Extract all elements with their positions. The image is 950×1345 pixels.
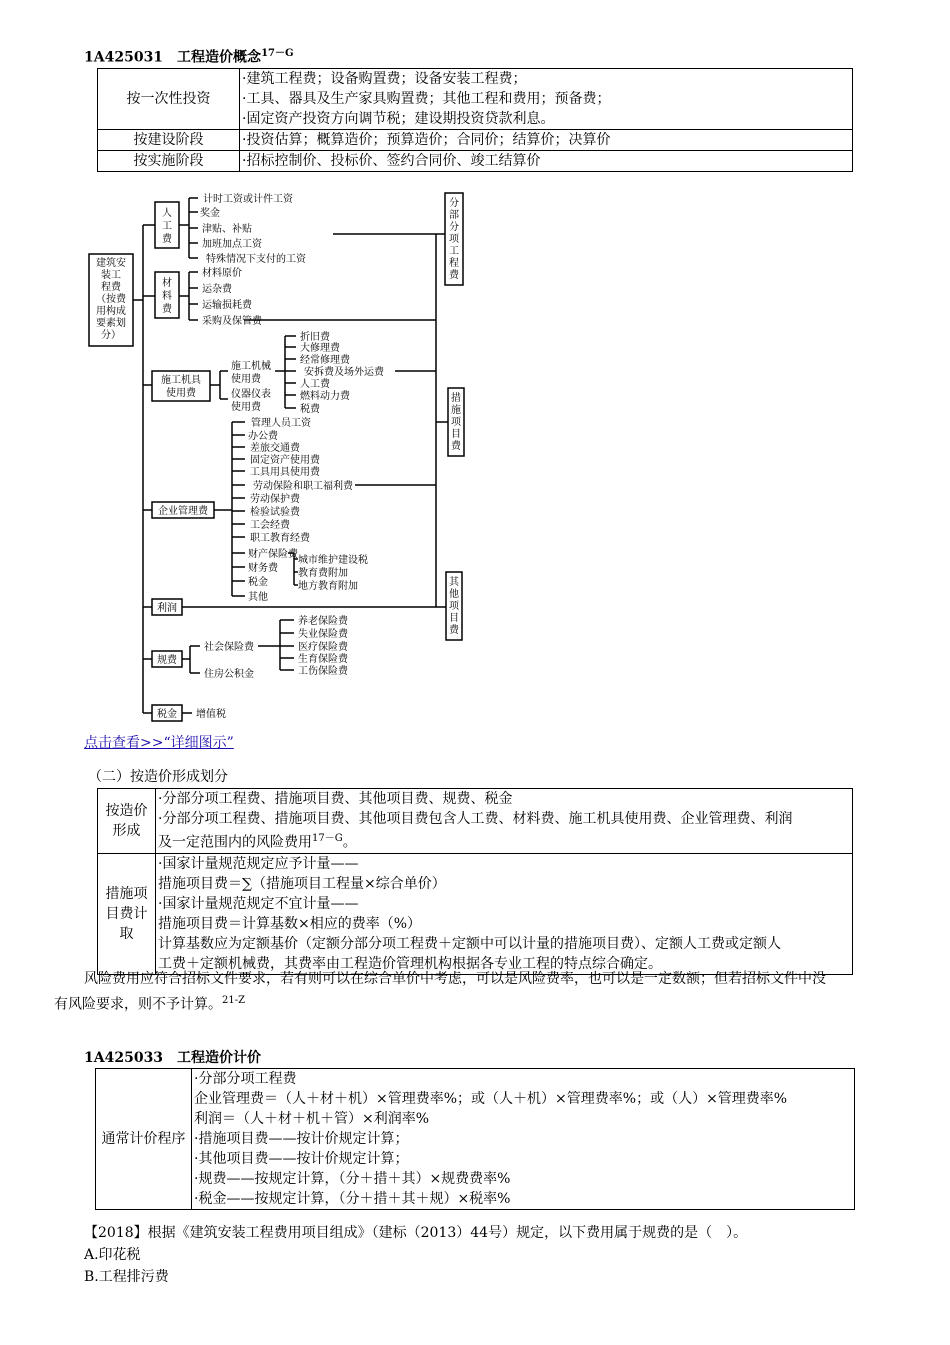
rengong-label: 工 (162, 221, 172, 232)
fenbu-label: 部 (449, 210, 459, 221)
row-label (98, 789, 156, 854)
root-label: 要素划 (96, 318, 126, 329)
detail-diagram-link[interactable]: 点击查看>>“详细图示” (84, 735, 234, 751)
cuoshi-label: 项 (451, 417, 461, 428)
qiye-item: 财务费 (248, 563, 278, 574)
content-line: ·建筑工程费；设备购置费；设备安装工程费； (242, 71, 527, 87)
content-line (158, 829, 850, 853)
rengong-item: 津贴、补贴 (202, 224, 252, 235)
row-content (192, 1069, 855, 1210)
tax-item: 地方教育附加 (298, 581, 358, 592)
root-label: 程费 (101, 282, 121, 293)
note-line: 风险费用应符合招标文件要求，若有则可以在综合单价中考虑，可以是风险费率，也可以是一定数额；但若招标文件中没 (84, 971, 826, 987)
row-label: 按建设阶段 (98, 130, 240, 151)
qiye-item: 管理人员工资 (251, 418, 311, 429)
qiye-item: 工具用具使用费 (250, 467, 320, 478)
section3-heading: 1A425033 工程造价计价 (84, 1050, 262, 1066)
cailiao-label: 材 (162, 278, 172, 289)
guifei-item: 生育保险费 (298, 654, 348, 665)
table-row (96, 1069, 855, 1210)
qiye-item: 职工教育经费 (250, 533, 310, 544)
jixie-item: 燃料动力费 (300, 391, 350, 402)
rengong-item: 计时工资或计件工资 (203, 194, 293, 205)
root-label: 用构成 (96, 306, 126, 317)
label-line: 措施项 (105, 885, 148, 902)
lirun-label: 利润 (157, 603, 177, 614)
pricing-procedure-table (95, 1068, 855, 1210)
qiye-item: 工会经费 (250, 520, 290, 531)
content-line: ·投资估算；概算造价；预算造价；合同价；结算价；决算价 (242, 132, 611, 148)
cuoshi-label: 费 (451, 441, 461, 452)
content-line: 企业管理费＝（人＋材＋机）×管理费率%；或（人＋机）×管理费率%；或（人）×管理费率% (194, 1091, 788, 1107)
question-block (84, 1222, 747, 1288)
qiye-label: 企业管理费 (158, 506, 208, 517)
content-line: ·分部分项工程费 (194, 1071, 297, 1087)
qita-label: 目 (449, 613, 459, 624)
table-row (98, 789, 853, 854)
rengong-label: 人 (162, 208, 172, 219)
option-a[interactable]: A.印花税 (84, 1247, 141, 1263)
cailiao-item: 采购及保管费 (202, 316, 262, 327)
cuoshi-label: 施 (451, 405, 461, 416)
jixie-item: 折旧费 (300, 332, 330, 343)
guifei-item: 失业保险费 (298, 629, 348, 640)
jixie-item: 安拆费及场外运费 (304, 367, 384, 378)
jixie-sub: 使用费 (231, 374, 261, 385)
row-content (156, 789, 853, 854)
row-label (98, 853, 156, 974)
jixie-sub: 仪器仪表 (231, 389, 271, 400)
qita-label: 项 (449, 601, 459, 612)
qiye-item: 劳动保护费 (250, 494, 300, 505)
cailiao-label: 费 (162, 304, 172, 315)
qiye-item: 其他 (248, 592, 268, 603)
cuoshi-label: 措 (451, 393, 461, 404)
content-line: ·工具、器具及生产家具购置费；其他工程和费用；预备费； (242, 91, 611, 107)
cailiao-item: 材料原价 (202, 268, 242, 279)
qiye-item: 税金 (248, 577, 268, 588)
label-line: 按造价 (105, 802, 148, 819)
label-line: 形成 (112, 822, 141, 839)
jixie-sub: 施工机械 (231, 361, 271, 372)
qita-label: 他 (449, 589, 459, 600)
cailiao-item: 运杂费 (202, 284, 232, 295)
qiye-item: 劳动保险和职工福利费 (253, 481, 353, 492)
content-line: ·税金——按规定计算，（分＋措＋其＋规）×税率% (194, 1191, 511, 1207)
guifei-item: 养老保险费 (298, 616, 348, 627)
root-label: 装工 (101, 270, 121, 281)
rengong-item: 加班加点工资 (202, 239, 262, 250)
rengong-item: 特殊情况下支付的工资 (206, 254, 306, 265)
guifei-item: 工伤保险费 (298, 666, 348, 677)
cailiao-item: 运输损耗费 (202, 300, 252, 311)
content-end: 。 (342, 834, 357, 851)
guifei-item: 医疗保险费 (298, 642, 348, 653)
content-line: ·其他项目费——按计价规定计算； (194, 1151, 409, 1167)
content-line: ·国家计量规范规定应予计量—— (158, 855, 359, 872)
shuijin-item: 增值税 (196, 709, 226, 720)
cost-formation-table (97, 788, 853, 975)
fenbu-label: 分 (449, 198, 459, 209)
row-content (156, 853, 853, 974)
qiye-item: 固定资产使用费 (250, 455, 320, 466)
jixie-sub: 使用费 (231, 402, 261, 413)
fenbu-label: 工 (449, 246, 459, 257)
content-line: ·分部分项工程费、措施项目费、其他项目费、规费、税金 (158, 791, 513, 807)
fenbu-label: 费 (449, 270, 459, 281)
qiye-item: 办公费 (248, 431, 278, 442)
root-label: 建筑安 (96, 258, 126, 269)
diagram-text (96, 192, 462, 720)
qiye-item: 检验试验费 (250, 507, 300, 518)
content-line: 计算基数应为定额基价（定额分部分项工程费＋定额中可以计量的措施项目费）、定额人工费或定额人 (158, 935, 781, 952)
row-tag: 17－G (312, 833, 343, 844)
risk-note (54, 968, 914, 1016)
root-label: （按费 (96, 294, 126, 305)
qita-label: 其 (449, 577, 459, 588)
guifei-sub: 住房公积金 (204, 669, 254, 680)
jixie-item: 税费 (300, 404, 320, 415)
fenbu-label: 程 (449, 258, 459, 269)
note-text: 有风险要求，则不予计算。 (54, 996, 222, 1013)
rengong-item: 奖金 (200, 208, 220, 219)
jixie-label: 施工机具 (161, 375, 201, 386)
jixie-label: 使用费 (166, 388, 196, 399)
content-line: ·分部分项工程费、措施项目费、其他项目费包含人工费、材料费、施工机具使用费、企业管理费、利润 (158, 811, 793, 827)
table-row (98, 853, 853, 974)
row-label: 按实施阶段 (98, 151, 240, 172)
tax-item: 教育费附加 (298, 568, 348, 579)
qita-label: 费 (449, 625, 459, 636)
note-tag: 21-Z (222, 995, 246, 1006)
row-label: 按一次性投资 (98, 69, 240, 130)
content-line: ·固定资产投资方向调节税；建设期投资贷款利息。 (242, 111, 555, 127)
shuijin-label: 税金 (157, 709, 177, 720)
cuoshi-label: 目 (451, 429, 461, 440)
option-b[interactable]: B.工程排污费 (84, 1269, 169, 1285)
section2-title: （二）按造价形成划分 (88, 769, 228, 785)
label-line: 取 (119, 925, 134, 942)
guifei-label: 规费 (157, 655, 177, 666)
content-line: 措施项目费＝∑（措施项目工程量×综合单价） (158, 875, 446, 892)
qiye-item: 差旅交通费 (250, 443, 300, 454)
fenbu-label: 分 (449, 222, 459, 233)
content-line: 措施项目费＝计算基数×相应的费率（%） (158, 915, 422, 932)
rengong-label: 费 (162, 234, 172, 245)
tax-item: 城市维护建设税 (298, 555, 368, 566)
content-line: ·国家计量规范规定不宜计量—— (158, 895, 359, 912)
guifei-sub: 社会保险费 (204, 642, 254, 653)
note-line (54, 990, 914, 1016)
label-line: 目费计 (105, 905, 148, 922)
section1-title: 1A425031 工程造价概念 (84, 49, 262, 66)
jixie-item: 经常修理费 (300, 355, 350, 366)
section1-tag: 17－G (261, 48, 294, 59)
root-label: 分） (101, 330, 121, 341)
jixie-item: 人工费 (300, 379, 330, 390)
content-line: ·措施项目费——按计价规定计算； (194, 1131, 409, 1147)
question-stem: 【2018】根据《建筑安装工程费用项目组成》（建标（2013）44号）规定，以下费用属于规费的是（ ）。 (84, 1225, 748, 1241)
content-text: 及一定范围内的风险费用 (158, 834, 312, 851)
content-line: 工费＋定额机械费，其费率由工程造价管理机构根据各专业工程的特点综合确定。 (158, 955, 662, 972)
jixie-item: 大修理费 (300, 343, 340, 354)
content-line: ·招标控制价、投标价、签约合同价、竣工结算价 (242, 153, 541, 169)
cailiao-label: 料 (162, 291, 172, 302)
fenbu-label: 项 (449, 234, 459, 245)
qiye-item: 财产保险费 (248, 549, 298, 560)
content-line: 利润＝（人＋材＋机＋管）×利润率% (194, 1111, 430, 1127)
row-label: 通常计价程序 (96, 1069, 192, 1210)
content-line: ·规费——按规定计算，（分＋措＋其）×规费费率% (194, 1171, 511, 1187)
